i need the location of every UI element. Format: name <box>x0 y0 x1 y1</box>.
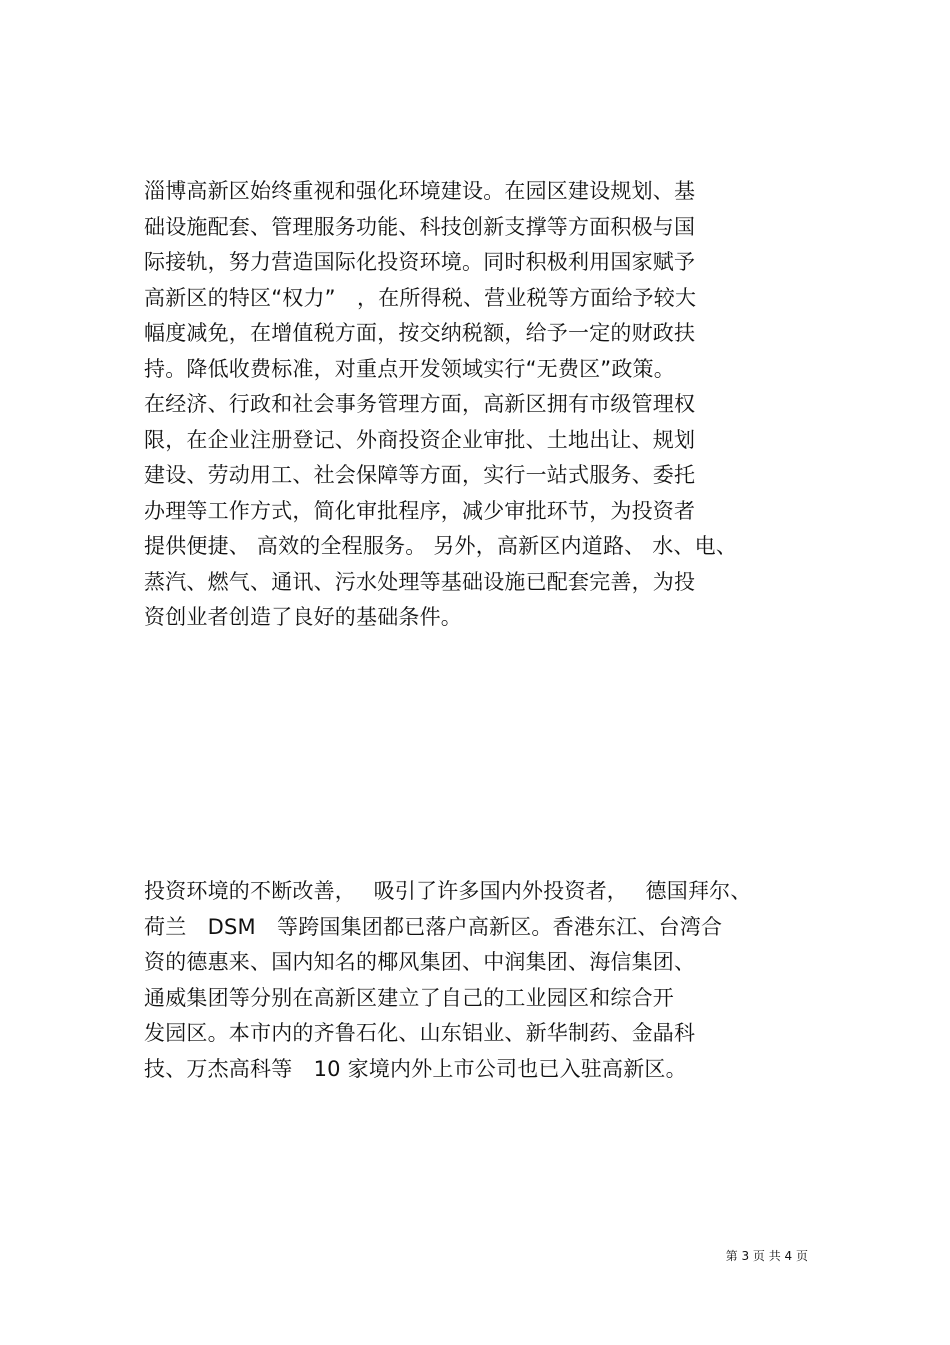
text-line: 持。降低收费标准，对重点开发领域实行“无费区”政策。 <box>144 356 675 381</box>
text-line: 技、万杰高科等 10 家境内外上市公司也已入驻高新区。 <box>144 1056 687 1081</box>
text-line: 建设、劳动用工、社会保障等方面，实行一站式服务、委托 <box>144 463 696 487</box>
text-line: 办理等工作方式，简化审批程序，减少审批环节，为投资者 <box>144 498 696 523</box>
text-line: 础设施配套、管理服务功能、科技创新支撑等方面积极与国 <box>144 214 696 239</box>
text-line: 资创业者创造了良好的基础条件。 <box>144 605 462 629</box>
paragraph-environment <box>144 174 844 636</box>
text-line: 高新区的特区“权力” ，在所得税、营业税等方面给予较大 <box>144 285 697 310</box>
page-number-footer: 第 3 页 共 4 页 <box>725 1249 808 1263</box>
text-line: 提供便捷、 高效的全程服务。 另外，高新区内道路、 水、电、 <box>144 534 738 558</box>
text-line: 荷兰 DSM 等跨国集团都已落户高新区。香港东江、台湾合 <box>144 914 723 939</box>
text-line: 发园区。本市内的齐鲁石化、山东铝业、新华制药、金晶科 <box>144 1021 696 1045</box>
text-line: 际接轨，努力营造国际化投资环境。同时积极利用国家赋予 <box>144 250 696 274</box>
text-line: 在经济、行政和社会事务管理方面，高新区拥有市级管理权 <box>144 392 696 416</box>
text-line: 资的德惠来、国内知名的椰风集团、中润集团、海信集团、 <box>144 950 696 974</box>
paragraph-investors <box>144 874 844 1087</box>
text-line: 投资环境的不断改善， 吸引了许多国内外投资者， 德国拜尔、 <box>144 879 752 903</box>
text-line: 幅度减免，在增值税方面，按交纳税额，给予一定的财政扶 <box>144 321 696 345</box>
text-line: 蒸汽、燃气、通讯、污水处理等基础设施已配套完善，为投 <box>144 569 696 594</box>
text-line: 通威集团等分别在高新区建立了自己的工业园区和综合开 <box>144 985 674 1010</box>
text-line: 淄博高新区始终重视和强化环境建设。在园区建设规划、基 <box>144 179 696 203</box>
text-line: 限，在企业注册登记、外商投资企业审批、土地出让、规划 <box>144 427 696 452</box>
